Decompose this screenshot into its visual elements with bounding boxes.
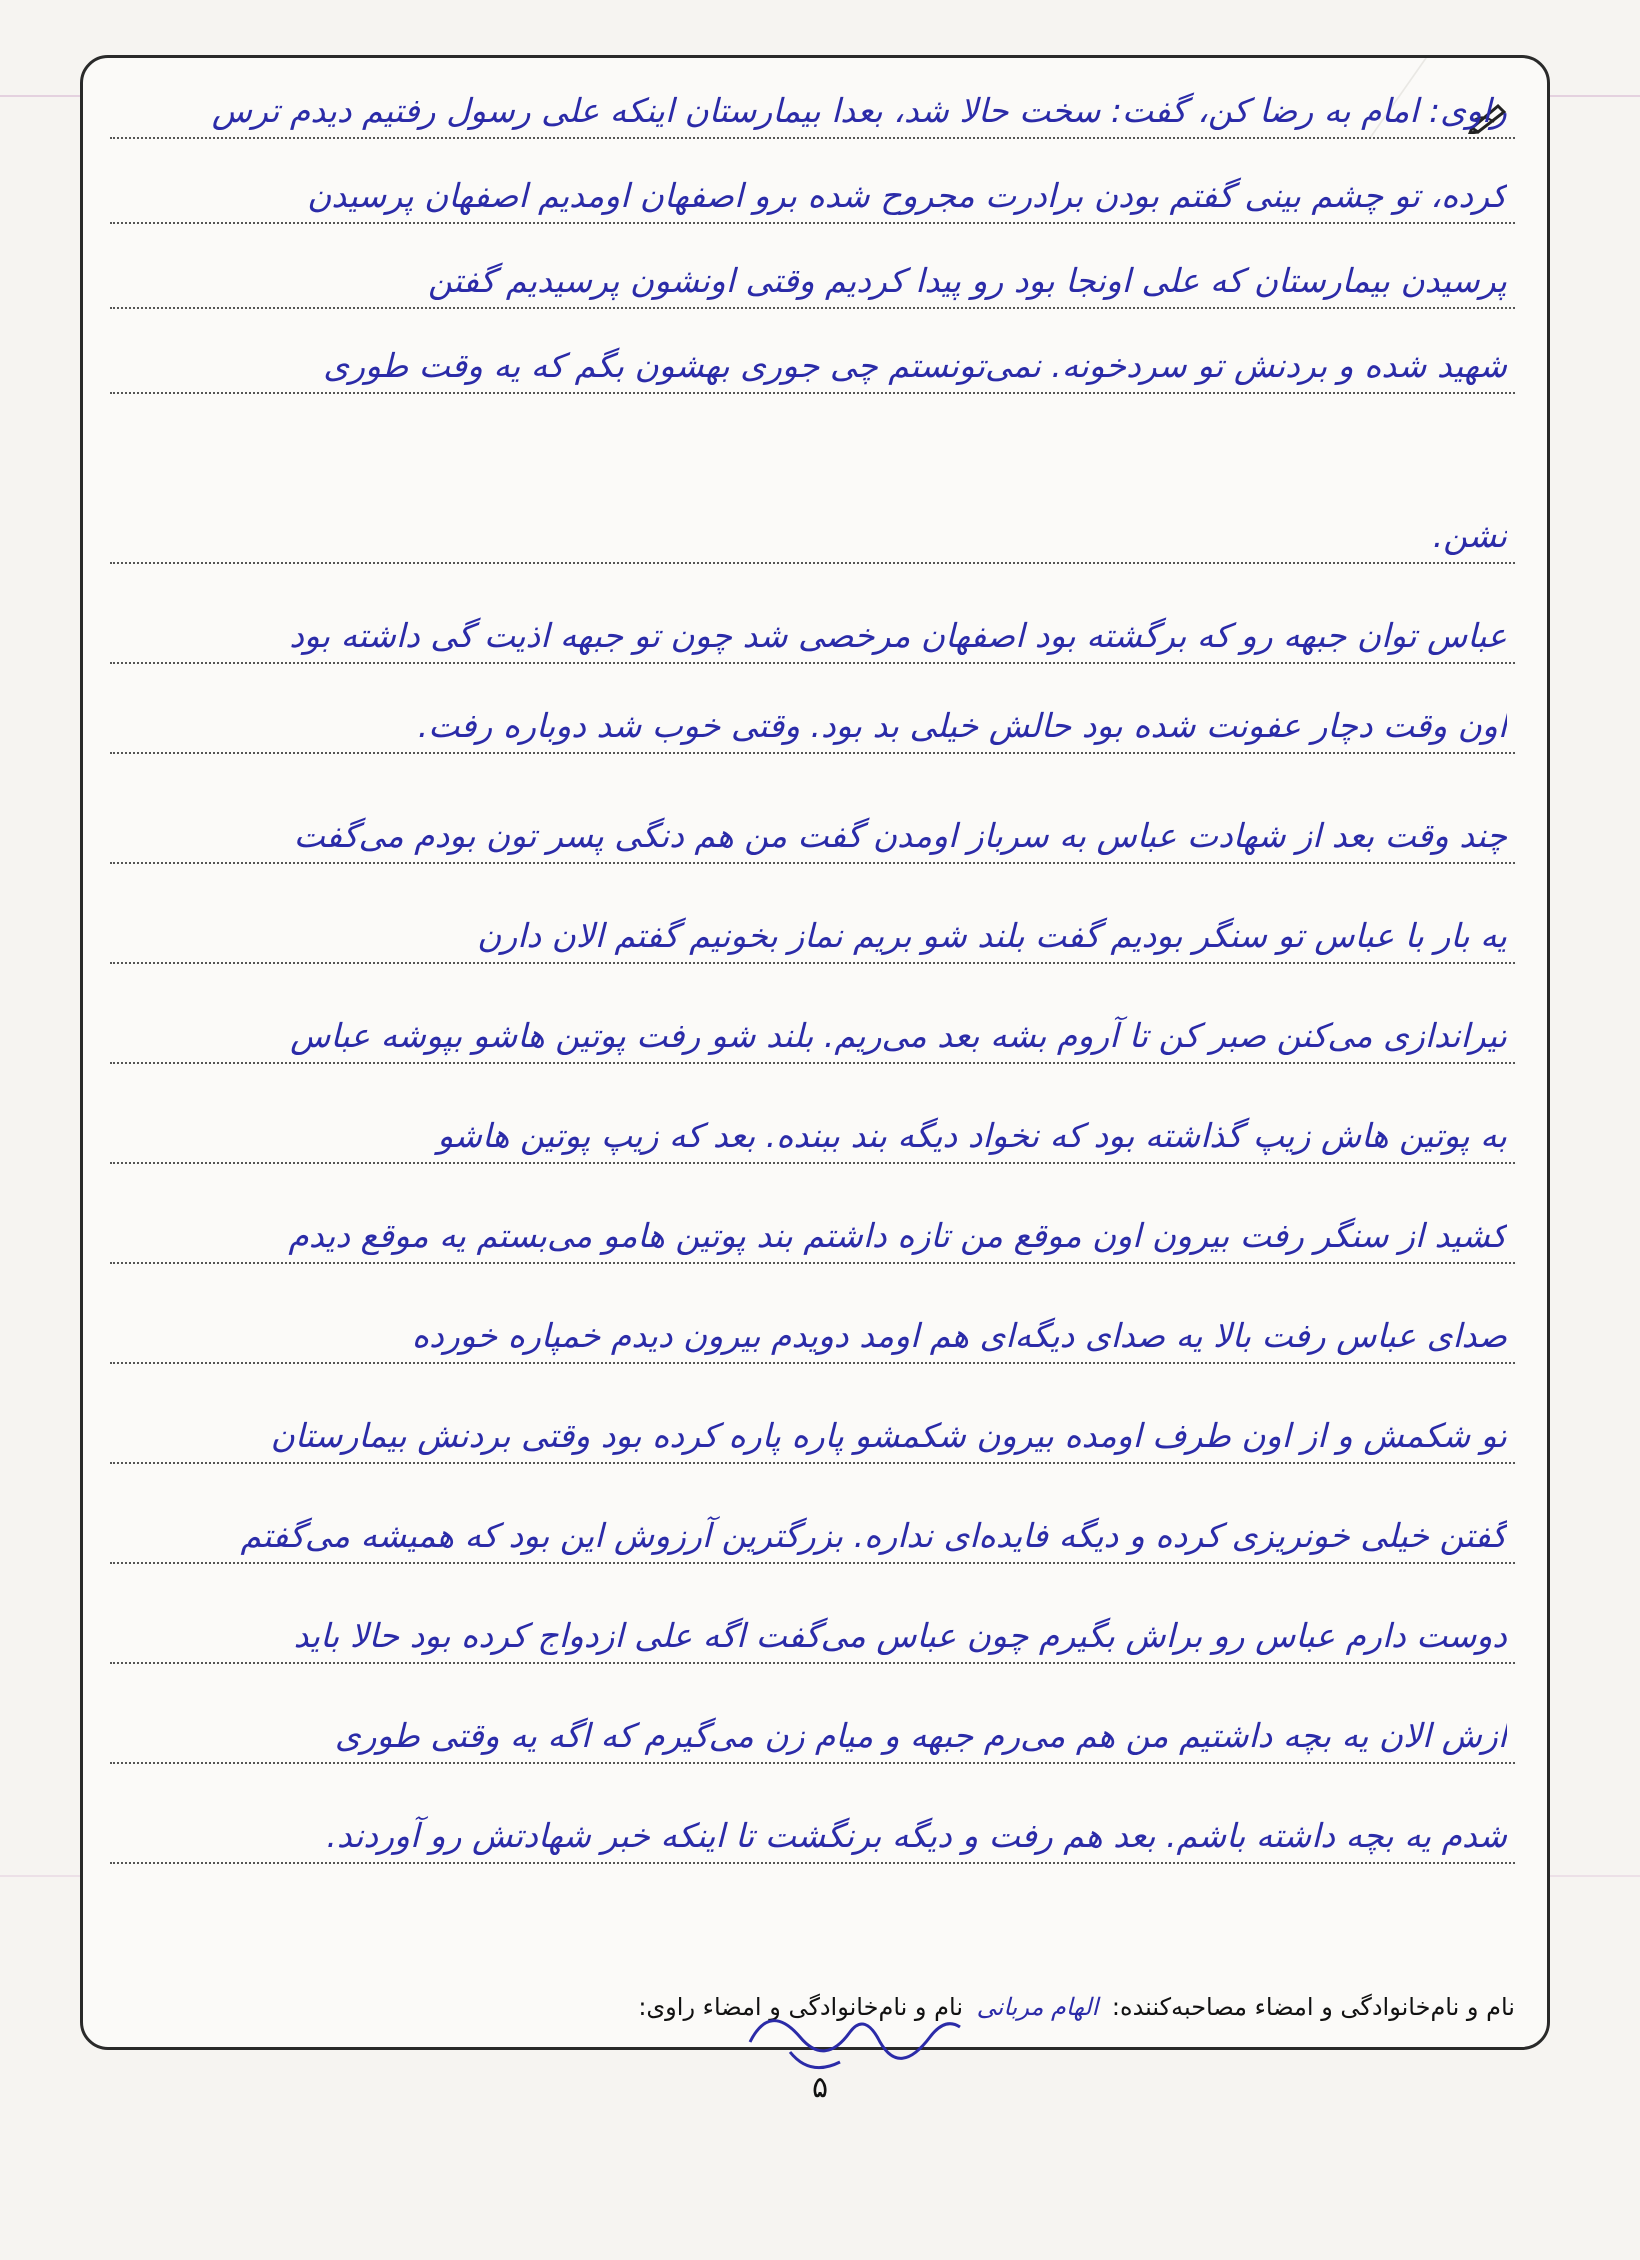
transcript-line: چند وقت بعد از شهادت عباس به سرباز اومدن گفت من هم دنگی پسر تون بودم می‌گفت	[110, 800, 1515, 864]
transcript-line: عباس توان جبهه رو که برگشته بود اصفهان مرخصی شد چون تو جبهه اذیت گی داشته بود	[110, 600, 1515, 664]
transcript-line: تیراندازی می‌کنن صبر کن تا آروم بشه بعد می‌ریم. بلند شو رفت پوتین هاشو بپوشه عباس	[110, 1000, 1515, 1064]
transcript-line: به پوتین هاش زیپ گذاشته بود که نخواد دیگه بند ببنده. بعد که زیپ پوتین هاشو	[110, 1100, 1515, 1164]
transcript-line: صدای عباس رفت بالا یه صدای دیگه‌ای هم اومد دویدم بیرون دیدم خمپاره خورده	[110, 1300, 1515, 1364]
transcript-line: گفتن خیلی خونریزی کرده و دیگه فایده‌ای نداره. بزرگترین آرزوش این بود که همیشه می‌گفتم	[110, 1500, 1515, 1564]
transcript-line: شدم یه بچه داشته باشم. بعد هم رفت و دیگه برنگشت تا اینکه خبر شهادتش رو آوردند.	[110, 1800, 1515, 1864]
transcript-line: تو شکمش و از اون طرف اومده بیرون شکمشو پاره پاره کرده بود وقتی بردنش بیمارستان	[110, 1400, 1515, 1464]
transcript-line: راوی: امام به رضا کن، گفت: سخت حالا شد، بعدا بیمارستان اینکه علی رسول رفتیم دیدم ترس	[110, 75, 1515, 139]
narrator-label: نام و نام‌خانوادگی و امضاء راوی:	[638, 1993, 964, 2021]
interviewer-label: نام و نام‌خانوادگی و امضاء مصاحبه‌کننده:	[1111, 1993, 1515, 2021]
transcript-line: دوست دارم عباس رو براش بگیرم چون عباس می‌گفت اگه علی ازدواج کرده بود حالا باید	[110, 1600, 1515, 1664]
transcript-line: کشید از سنگر رفت بیرون اون موقع من تازه داشتم بند پوتین هامو می‌بستم یه موقع دیدم	[110, 1200, 1515, 1264]
transcript-line: یه بار با عباس تو سنگر بودیم گفت بلند شو بریم نماز بخونیم گفتم الان دارن	[110, 900, 1515, 964]
transcript-line: ازش الان یه بچه داشتیم من هم می‌رم جبهه و میام زن می‌گیرم که اگه یه وقتی طوری	[110, 1700, 1515, 1764]
interviewer-name: الهام مربانی	[976, 1993, 1099, 2021]
transcript-line: کرده، تو چشم بینی گفتم بودن برادرت مجروح شده برو اصفهان اومدیم اصفهان پرسیدن	[110, 160, 1515, 224]
transcript-line: پرسیدن بیمارستان که علی اونجا بود رو پیدا کردیم وقتی اونشون پرسیدیم گفتن	[110, 245, 1515, 309]
transcript-line: نشن.	[110, 500, 1515, 564]
page-number: ۵	[811, 2070, 829, 2105]
transcript-line: شهید شده و بردنش تو سردخونه. نمی‌تونستم چی جوری بهشون بگم که یه وقت طوری	[110, 330, 1515, 394]
signature	[730, 1982, 970, 2082]
transcript-line: اون وقت دچار عفونت شده بود حالش خیلی بد بود. وقتی خوب شد دوباره رفت.	[110, 690, 1515, 754]
